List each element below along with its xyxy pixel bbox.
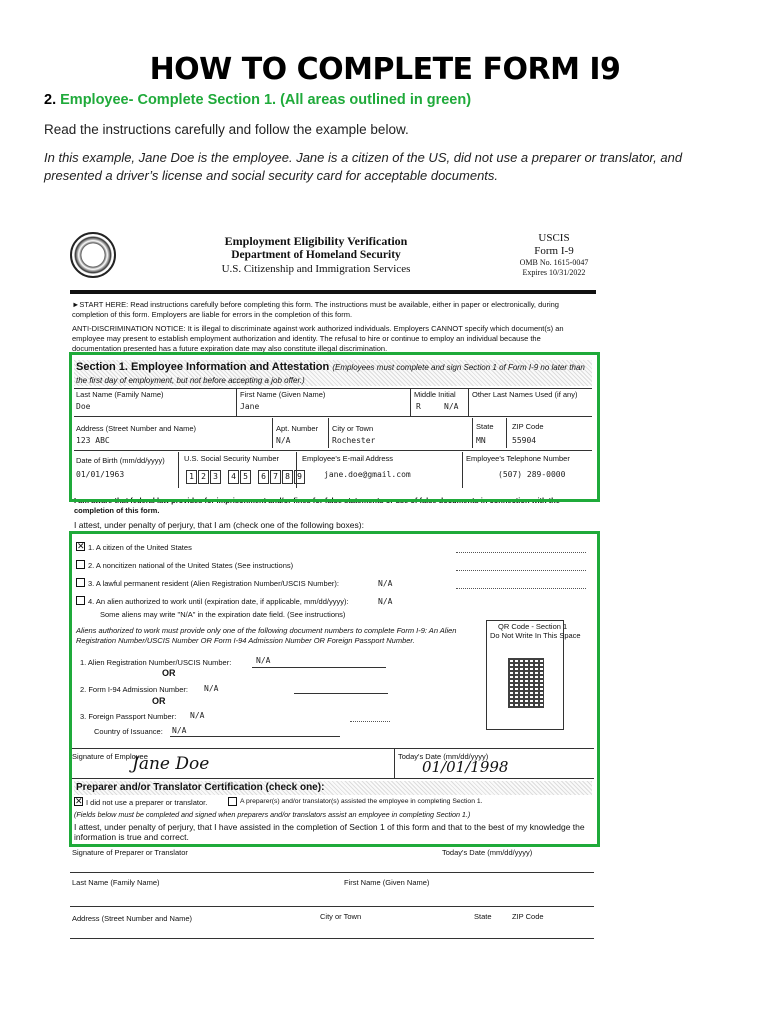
zip-field[interactable]: 55904: [512, 436, 537, 445]
employee-signature[interactable]: Jane Doe: [132, 754, 210, 774]
dob-label: Date of Birth (mm/dd/yyyy): [76, 456, 165, 465]
zip-label: ZIP Code: [512, 422, 544, 431]
start-here-text: ►START HERE: Read instructions carefully before completing this form. The instructions must be available, either in paper or electronically, during completion of this form. Employers are liable for errors in the completion of this form.: [72, 300, 559, 319]
option-3-label: 3. A lawful permanent resident (Alien Registration Number/USCIS Number):: [88, 579, 339, 588]
step-number: 2.: [44, 92, 57, 108]
green-outline-attestation: [69, 531, 600, 847]
or-text: OR: [162, 668, 176, 678]
form-header: [216, 234, 416, 276]
state-field[interactable]: MN: [476, 436, 486, 445]
alien-field-1-value[interactable]: N/A: [256, 656, 271, 665]
state-label: State: [476, 422, 494, 431]
middle-initial-field[interactable]: R: [416, 402, 421, 411]
preparer-opt1-label: I did not use a preparer or translator.: [86, 798, 208, 807]
preparer-city-label: City or Town: [320, 912, 362, 921]
last-name-field[interactable]: Doe: [76, 402, 91, 411]
ssn-digit[interactable]: 7: [270, 470, 281, 484]
preparer-opt1-checkbox[interactable]: ✕: [75, 796, 83, 806]
form-dept: Department of Homeland Security: [231, 249, 401, 261]
today-date-value[interactable]: 01/01/1998: [422, 758, 509, 776]
ssn-digit[interactable]: 8: [282, 470, 293, 484]
step-heading: [44, 92, 471, 108]
preparer-note: (Fields below must be completed and signed when preparers and/or translators assist an employee in completing Section 1.): [74, 810, 471, 819]
option-4-value[interactable]: N/A: [378, 597, 393, 606]
alien-field-1-label: 1. Alien Registration Number/USCIS Number:: [80, 658, 232, 667]
form-title: Employment Eligibility Verification: [224, 234, 408, 248]
option-3-value[interactable]: N/A: [378, 579, 393, 588]
omb-number: OMB No. 1615-0047: [519, 258, 589, 267]
aware-text: I am aware that federal law provides for imprisonment and/or fines for false statements or use of false documents in connection with the completion of this form.: [74, 496, 560, 515]
preparer-signature-label: Signature of Preparer or Translator: [72, 848, 188, 857]
qr-label: QR Code - Section 1: [498, 622, 568, 631]
ssn-digit[interactable]: 3: [210, 470, 221, 484]
first-name-field[interactable]: Jane: [240, 402, 260, 411]
anti-discrimination-text: ANTI-DISCRIMINATION NOTICE: It is illegal to discriminate against work authorized individuals. Employers CANNOT specify which document(s) an employee may present to establish employment authorization and identity. The refusal to hire or continue to employ an individual because the documentation presented has a future expiration date may also constitute illegal discrimination.: [72, 324, 564, 353]
ssn-digit[interactable]: 1: [186, 470, 197, 484]
or-text: OR: [152, 696, 166, 706]
other-names-label: Other Last Names Used (if any): [472, 390, 578, 399]
ssn-digit[interactable]: 2: [198, 470, 209, 484]
country-value[interactable]: N/A: [172, 726, 187, 735]
dob-field[interactable]: 01/01/1963: [76, 470, 125, 479]
row-rule: [70, 906, 594, 907]
preparer-opt2-label: A preparer(s) and/or translator(s) assisted the employee in completing Section 1.: [240, 798, 483, 805]
expires-date: Expires 10/31/2022: [522, 268, 586, 277]
step-text: Employee- Complete Section 1. (All areas outlined in green): [60, 92, 472, 108]
alien-field-2-label: 2. Form I-94 Admission Number:: [80, 685, 188, 694]
form-number: Form I-9: [534, 245, 574, 257]
option-1-checkbox[interactable]: ✕: [77, 541, 85, 551]
middle-initial-label: Middle Initial: [414, 390, 456, 399]
phone-label: Employee's Telephone Number: [466, 454, 570, 463]
preparer-attest: I attest, under penalty of perjury, that I have assisted in the completion of Section 1 of this form and that to the best of my knowledge the information is true and correct.: [74, 822, 585, 842]
address-label: Address (Street Number and Name): [76, 424, 197, 433]
na-note: Some aliens may write "N/A" in the expiration date field. (See instructions): [100, 610, 346, 619]
today-date-label: Today's Date (mm/dd/yyyy): [398, 752, 489, 761]
alien-field-2-value[interactable]: N/A: [204, 684, 219, 693]
row-rule: [70, 872, 594, 873]
country-label: Country of Issuance:: [94, 727, 163, 736]
dhs-seal-icon: [70, 232, 116, 278]
first-name-label: First Name (Given Name): [240, 390, 326, 399]
other-names-field[interactable]: N/A: [444, 402, 459, 411]
phone-field[interactable]: (507) 289-0000: [498, 470, 566, 479]
alien-field-3-label: 3. Foreign Passport Number:: [80, 712, 177, 721]
preparer-state-label: State: [474, 912, 492, 921]
example-text: In this example, Jane Doe is the employee. Jane is a citizen of the US, did not use a preparer or translator, and presented a driver’s license and social security card for acceptable documents.: [44, 150, 683, 183]
instructions-text: Read the instructions carefully and follow the example below.: [44, 122, 409, 137]
last-name-label: Last Name (Family Name): [76, 390, 164, 399]
city-field[interactable]: Rochester: [332, 436, 376, 445]
email-field[interactable]: jane.doe@gmail.com: [324, 470, 411, 479]
form-id-block: [514, 232, 594, 278]
address-field[interactable]: 123 ABC: [76, 436, 110, 445]
ssn-label: U.S. Social Security Number: [184, 454, 280, 463]
attest-text: I attest, under penalty of perjury, that I am (check one of the following boxes):: [74, 520, 364, 530]
page-title: HOW TO COMPLETE FORM I9: [149, 52, 621, 87]
section1-heading: Section 1. Employee Information and Attestation: [76, 361, 330, 373]
header-rule: [70, 290, 596, 294]
email-label: Employee's E-mail Address: [302, 454, 394, 463]
preparer-first-name-label: First Name (Given Name): [344, 878, 430, 887]
uscis-label: USCIS: [538, 232, 570, 244]
ssn-digit[interactable]: 9: [294, 470, 305, 484]
alien-note: Aliens authorized to work must provide only one of the following document numbers to complete Form I-9: An Alien Registration Number/USCIS Number OR Form I-94 Admission Number OR Foreign Passport Number.: [76, 626, 457, 645]
option-1-label: 1. A citizen of the United States: [88, 543, 192, 552]
city-label: City or Town: [332, 424, 374, 433]
preparer-title: Preparer and/or Translator Certification (check one):: [74, 781, 592, 795]
apt-field[interactable]: N/A: [276, 436, 291, 445]
option-4-label: 4. An alien authorized to work until (expiration date, if applicable, mm/dd/yyyy):: [88, 597, 349, 606]
preparer-zip-label: ZIP Code: [512, 912, 544, 921]
preparer-last-name-label: Last Name (Family Name): [72, 878, 160, 887]
row-rule: [70, 938, 594, 939]
apt-label: Apt. Number: [276, 424, 319, 433]
ssn-digit[interactable]: 4: [228, 470, 239, 484]
preparer-date-label: Today's Date (mm/dd/yyyy): [442, 848, 533, 857]
ssn-digit[interactable]: 6: [258, 470, 269, 484]
green-outline-section1: [69, 352, 600, 502]
preparer-address-label: Address (Street Number and Name): [72, 914, 193, 923]
option-2-label: 2. A noncitizen national of the United States (See instructions): [88, 561, 294, 570]
employee-signature-label: Signature of Employee: [72, 752, 148, 761]
ssn-digit[interactable]: 5: [240, 470, 251, 484]
alien-field-3-value[interactable]: N/A: [190, 711, 205, 720]
section1-note: (Employees must complete and sign Section 1 of Form I-9 no later than the first day of employment, but not before accepting a job offer.): [76, 363, 585, 385]
form-agency: U.S. Citizenship and Immigration Services: [221, 263, 411, 275]
qr-note: Do Not Write In This Space: [490, 631, 581, 640]
